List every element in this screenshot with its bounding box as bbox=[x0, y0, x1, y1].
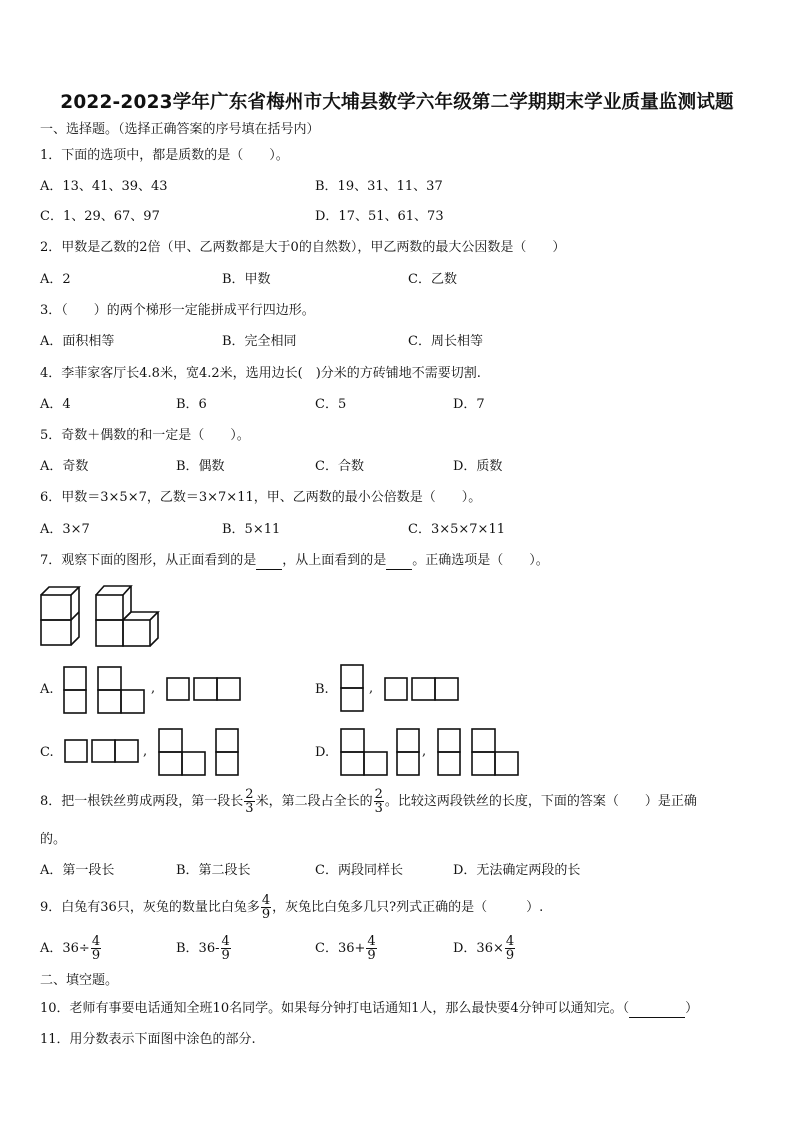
q2-option-b[interactable]: B．甲数 bbox=[222, 272, 271, 287]
q8-option-a[interactable]: A．第一段长 bbox=[40, 863, 115, 878]
question-3: 3．（ ）的两个梯形一定能拼成平行四边形。 bbox=[40, 303, 315, 318]
fraction-four-ninths: $\frac{4}{9}$ bbox=[261, 893, 271, 922]
q7-option-a[interactable]: A. bbox=[40, 682, 54, 697]
cube-figure-right bbox=[95, 583, 161, 649]
q6-option-b[interactable]: B．5×11 bbox=[222, 522, 281, 537]
q8-option-c[interactable]: C．两段同样长 bbox=[315, 863, 403, 878]
q1-option-a[interactable]: A．13、41、39、43 bbox=[40, 179, 168, 194]
q1-option-c[interactable]: C．1、29、67、97 bbox=[40, 209, 160, 224]
blank-line bbox=[256, 555, 282, 570]
q7-c-top-view bbox=[64, 739, 140, 765]
q2-option-a[interactable]: A．2 bbox=[40, 272, 71, 287]
q5-option-a[interactable]: A．奇数 bbox=[40, 459, 89, 474]
question-11: 11．用分数表示下面图中涂色的部分. bbox=[40, 1032, 256, 1047]
page-title: 2022-2023学年广东省梅州市大埔县数学六年级第二学期期末学业质量监测试题 bbox=[60, 92, 734, 113]
question-4: 4．李菲家客厅长4.8米，宽4.2米，选用边长( )分米的方砖铺地不需要切割. bbox=[40, 366, 481, 381]
section-fill-heading: 二、填空题。 bbox=[40, 973, 119, 988]
question-7: 7．观察下面的图形，从正面看到的是 ，从上面看到的是 。正确选项是（ ）。 bbox=[40, 553, 549, 568]
q1-option-b[interactable]: B．19、31、11、37 bbox=[315, 179, 443, 194]
q5-option-d[interactable]: D．质数 bbox=[453, 459, 503, 474]
fraction-four-ninths: $\frac{4}{9}$ bbox=[367, 934, 376, 963]
question-1: 1．下面的选项中，都是质数的是（ ）。 bbox=[40, 148, 289, 163]
q5-option-c[interactable]: C．合数 bbox=[315, 459, 364, 474]
q9-option-a[interactable]: A．36÷ $\frac{4}{9}$ bbox=[40, 934, 101, 963]
q3-option-a[interactable]: A．面积相等 bbox=[40, 334, 115, 349]
fraction-two-thirds: $\frac{2}{3}$ bbox=[245, 787, 254, 816]
fraction-four-ninths: $\frac{4}{9}$ bbox=[505, 934, 515, 963]
answer-blank[interactable] bbox=[629, 1003, 685, 1018]
question-6: 6．甲数＝3×5×7，乙数＝3×7×11，甲、乙两数的最小公倍数是（ ）。 bbox=[40, 490, 482, 505]
q4-option-b[interactable]: B．6 bbox=[176, 397, 207, 412]
cube-figure-left bbox=[40, 585, 80, 647]
q7-a-top-view bbox=[166, 677, 242, 703]
q7-b-top-view bbox=[384, 677, 460, 703]
q8-option-b[interactable]: B．第二段长 bbox=[176, 863, 251, 878]
q8-option-d[interactable]: D．无法确定两段的长 bbox=[453, 863, 581, 878]
q2-option-c[interactable]: C．乙数 bbox=[408, 272, 457, 287]
q3-option-b[interactable]: B．完全相同 bbox=[222, 334, 297, 349]
question-5: 5．奇数＋偶数的和一定是（ ）。 bbox=[40, 428, 250, 443]
q7-d-front-view bbox=[340, 728, 427, 778]
q4-option-d[interactable]: D．7 bbox=[453, 397, 485, 412]
q7-d-separator: , bbox=[422, 744, 427, 759]
q5-option-b[interactable]: B．偶数 bbox=[176, 459, 225, 474]
q7-d-top-view bbox=[437, 728, 523, 778]
q7-option-b[interactable]: B. bbox=[315, 682, 329, 697]
question-2: 2．甲数是乙数的2倍（甲、乙两数都是大于0的自然数），甲乙两数的最大公因数是（ ） bbox=[40, 240, 566, 255]
section-choice-heading: 一、选择题。（选择正确答案的序号填在括号内） bbox=[40, 122, 320, 137]
fraction-four-ninths: $\frac{4}{9}$ bbox=[221, 934, 230, 963]
q7-a-separator: , bbox=[151, 681, 156, 696]
q9-option-d[interactable]: D．36× $\frac{4}{9}$ bbox=[453, 934, 515, 963]
fraction-two-thirds: $\frac{2}{3}$ bbox=[374, 787, 383, 816]
q7-a-front-view bbox=[63, 666, 149, 716]
q9-option-c[interactable]: C．36+ $\frac{4}{9}$ bbox=[315, 934, 376, 963]
q6-option-c[interactable]: C．3×5×7×11 bbox=[408, 522, 505, 537]
q6-option-a[interactable]: A．3×7 bbox=[40, 522, 90, 537]
q4-option-a[interactable]: A．4 bbox=[40, 397, 71, 412]
q7-b-separator: , bbox=[369, 681, 374, 696]
question-9: 9．白兔有36只，灰兔的数量比白兔多 $\frac{4}{9}$ ，灰兔比白兔多几只?列式正确的是（ ）. bbox=[40, 893, 544, 922]
q4-option-c[interactable]: C．5 bbox=[315, 397, 347, 412]
question-10: 10．老师有事要电话通知全班10名同学。如果每分钟打电话通知1人，那么最快要4分钟可以通知完。（ ） bbox=[40, 1001, 699, 1016]
q9-option-b[interactable]: B．36- $\frac{4}{9}$ bbox=[176, 934, 230, 963]
q1-option-d[interactable]: D．17、51、61、73 bbox=[315, 209, 444, 224]
q3-option-c[interactable]: C．周长相等 bbox=[408, 334, 483, 349]
q7-option-c[interactable]: C. bbox=[40, 745, 54, 760]
blank-line bbox=[386, 555, 412, 570]
q7-b-front-view bbox=[340, 664, 366, 714]
q7-c-front-view bbox=[158, 728, 242, 778]
question-8-continued: 的。 bbox=[40, 832, 67, 847]
q7-c-separator: , bbox=[143, 744, 148, 759]
q7-option-d[interactable]: D. bbox=[315, 745, 330, 760]
fraction-four-ninths: $\frac{4}{9}$ bbox=[91, 934, 101, 963]
question-8: 8．把一根铁丝剪成两段，第一段长 $\frac{2}{3}$ 米，第二段占全长的 $\frac{2}{3}$ 。比较这两段铁丝的长度，下面的答案（ ）是正确 bbox=[40, 787, 697, 816]
